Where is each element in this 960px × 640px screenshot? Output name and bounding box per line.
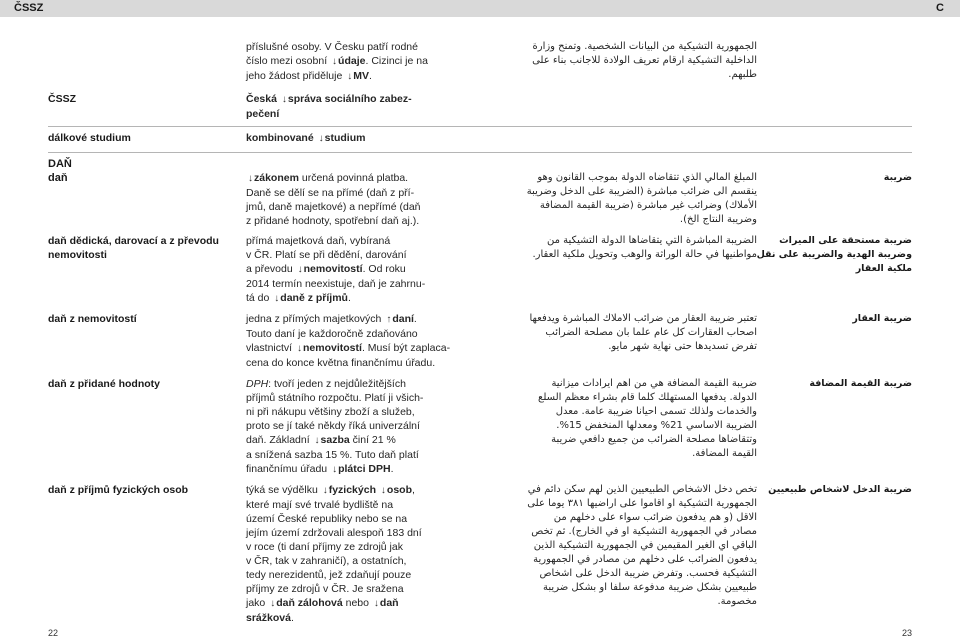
down-arrow-icon: ↓ [270, 598, 276, 609]
property-tax-ar-term: ضريبة العقار [852, 313, 912, 324]
down-arrow-icon: ↓ [380, 485, 386, 496]
intro-cz-text: příslušné osoby. V Česku patří rodné číslo mezi osobní ↓údaje. Cizinci je na jeho žádost přiděluje ↓MV. [246, 41, 428, 82]
cssz-definition: Česká ↓správa sociálního zabez- pečení [246, 93, 412, 120]
header-left-label: ČSSZ [14, 2, 44, 14]
income-tax-ar-definition: تخص دخل الاشخاص الطبيعيين الذين لهم سكن دائم في الجمهورية التشيكية او اقاموا على اراضيها ٣٨١ يوما على الاقل (و هم يدفعون ضرائب سواء على دخلهم من مصادر في الجمهورية التشيكية او في الخارج). ثم تخص الباقي اي الغير المقيمين في الجمهورية التشيكية الذين يدفعون الضرائب على دخلهم من مصادر في الجمهورية التشيكية فحسب. وتفرض ضريبة الدخل على اشخاص طبيعيين بشكل ضريبة مدفوعة سلفا او بشكل ضريبة مخصومة. [527, 484, 757, 607]
dan-definition: ↓zákonem určená povinná platba. Daně se dělí se na přímé (daň z pří- jmů, daně majetkové) a nepřímé (daň z přidané hodnoty, spotřební daň aj.). [246, 172, 421, 227]
down-arrow-icon: ↓ [314, 435, 320, 446]
intro-ar-text: الجمهورية التشيكية من البيانات الشخصية. وتمنح وزارة الداخلية التشيكية ارقام تعريف الولادة للاجانب بناء على طلبهم. [532, 41, 757, 80]
inheritance-tax-ar-term: ضريبة مستحقة على الميراث وضريبة الهدية والضريبة على نقل ملكية العقار [756, 235, 912, 274]
property-tax-term: daň z nemovitostí [48, 313, 137, 325]
income-tax-term: daň z příjmů fyzických osob [48, 484, 189, 496]
down-arrow-icon: ↓ [318, 133, 324, 144]
vat-ar-term: ضريبة القيمة المضافة [809, 378, 912, 389]
down-arrow-icon: ↓ [248, 173, 253, 184]
distance-study-term: dálkové studium [48, 132, 131, 144]
inheritance-tax-ar-definition: الضريبة المباشرة التي يتقاضاها الدولة التشيكية من مواطنيها في حالة الوراثة والوهب وتحويل ملكية العقار. [532, 235, 757, 260]
up-arrow-icon: ↑ [386, 314, 392, 325]
vat-term: daň z přidané hodnoty [48, 378, 160, 390]
down-arrow-icon: ↓ [281, 94, 287, 105]
divider [48, 152, 912, 153]
cssz-term: ČSSZ [48, 93, 77, 105]
down-arrow-icon: ↓ [297, 264, 303, 275]
down-arrow-icon: ↓ [297, 343, 303, 354]
down-arrow-icon: ↓ [274, 293, 280, 304]
distance-study-definition: kombinované ↓studium [246, 132, 366, 144]
income-tax-definition: týká se výdělku ↓fyzických ↓osob, které mají své trvalé bydliště na území České republiky nebo se na jejím území zdržovali alespoň 183 dní v roce (ti daní příjmy ze zdrojů jak v ČR, tak v zahraničí), a ostatních, tedy nerezidentů, jež zdaňují pouze příjmy ze zdrojů v ČR. Je sražena jako ↓daň zálohová nebo ↓daň srážková. [246, 484, 422, 624]
page-number-left: 22 [48, 628, 59, 638]
vat-ar-definition: ضريبة القيمة المضافة هي من اهم ايرادات ميزانية الدولة. يدفعها المستهلك كلما قام بشراء معظم السلع والخدمات ولذلك تسمى احيانا ضريبة عامة. معدل الضريبة الاساسي 21% ومعدلها المنخفض 15%. وتتقاضاها مصلحة الضرائب من جميع دافعي ضريبة القيمة المضافة. [538, 378, 757, 459]
down-arrow-icon: ↓ [332, 56, 338, 67]
dan-ar-term: ضريبة [883, 172, 912, 183]
vat-definition: DPH: tvoří jeden z nejdůležitějších příjmů státního rozpočtu. Platí ji všich- ni při nákupu většiny zboží a služeb, proto se jí také někdy říká univerzální daň. Základní ↓sazba činí 21 % a snížená sazba 15 %. Tuto daň platí finančnímu úřadu ↓plátci DPH. [246, 378, 424, 475]
income-tax-ar-term: ضريبة الدخل لاشخاص طبيعيين [768, 484, 912, 495]
inheritance-tax-definition: přímá majetková daň, vybíraná v ČR. Platí se při dědění, darování a převodu ↓nemovitostí. Od roku 2014 termín neexistuje, daň je zahrnu- tá do ↓daně z příjmů. [246, 235, 426, 304]
top-header-bar [0, 0, 960, 17]
property-tax-ar-definition: تعتبر ضريبة العقار من ضرائب الاملاك المباشرة ويدفعها اصحاب العقارات كل عام علما بان مصلحة الضرائب تفرض تسديدها حتى نهاية شهر مايو. [529, 313, 757, 352]
down-arrow-icon: ↓ [322, 485, 328, 496]
down-arrow-icon: ↓ [347, 71, 353, 82]
property-tax-definition: jedna z přímých majetkových ↑daní. Touto daní je každoročně zdaňováno vlastnictví ↓nemovitostí. Musí být zaplaca- cena do konce května finančnímu úřadu. [246, 313, 451, 369]
header-right-label: C [936, 2, 944, 14]
inheritance-tax-term: daň dědická, darovací a z převodu nemovitosti [48, 235, 219, 261]
page-number-right: 23 [901, 628, 912, 638]
down-arrow-icon: ↓ [373, 598, 379, 609]
dan-section-heading: DAŇ daň [48, 158, 72, 184]
dan-ar-definition: المبلغ المالي الذي تتقاضاه الدولة بموجب القانون وهو ينقسم الى ضرائب مباشرة (الضريبة على الدخل وضريبة الأملاك) وضرائب غير مباشرة (ضريبة القيمة المضافة وضريبة النتاج الخ). [526, 172, 757, 225]
divider [48, 126, 912, 127]
down-arrow-icon: ↓ [332, 464, 338, 475]
